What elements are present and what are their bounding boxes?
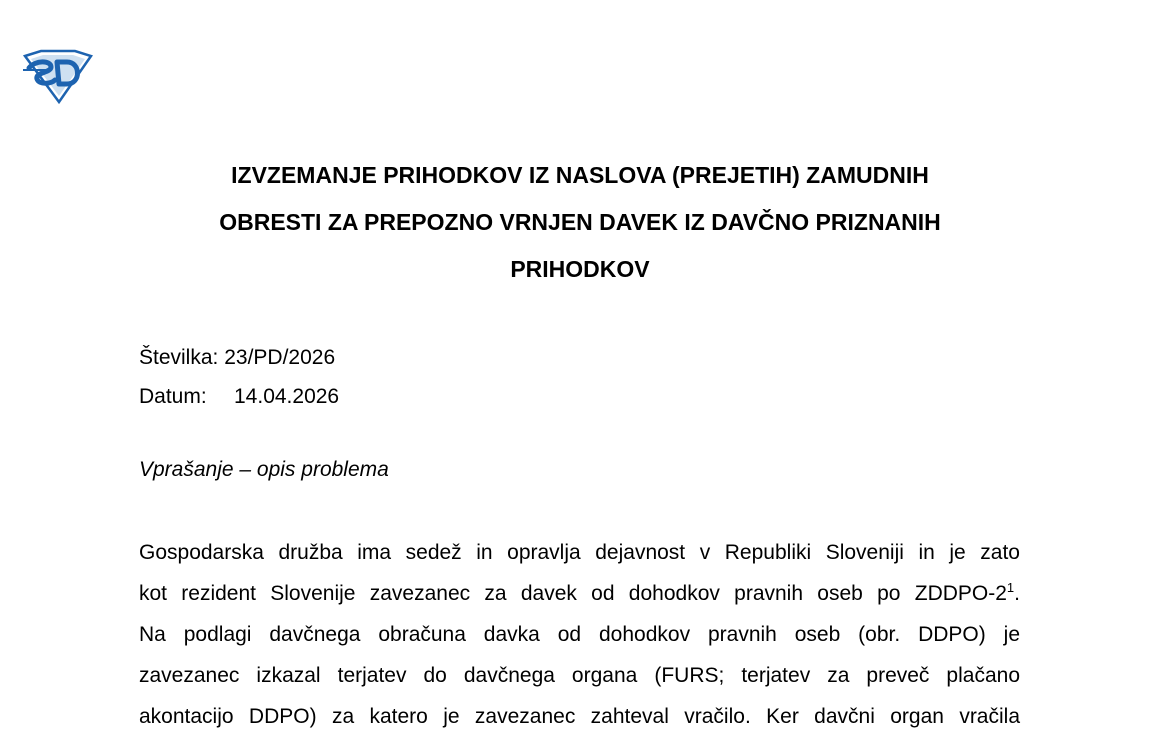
paragraph-line: akontacijo DDPO) za katero je zavezanec zahteval vračilo. Ker davčni organ vračila xyxy=(139,705,1020,728)
body-paragraph xyxy=(139,535,1020,740)
date-value: 14.04.2026 xyxy=(234,385,340,408)
document-title xyxy=(100,152,1060,293)
paragraph-line: Gospodarska družba ima sedež in opravlja dejavnost v Republiki Sloveniji in je zato xyxy=(139,541,1020,564)
paragraph-line: zavezanec izkazal terjatev do davčnega organa (FURS; terjatev za preveč plačano xyxy=(139,664,1020,687)
footnote-ref[interactable]: 1 xyxy=(1006,580,1015,595)
number-label: Številka: xyxy=(139,346,219,369)
title-line-2: OBRESTI ZA PREPOZNO VRNJEN DAVEK IZ DAVČNO PRIZNANIH xyxy=(219,209,941,235)
document-meta xyxy=(139,338,339,416)
date-label: Datum: xyxy=(139,385,207,408)
paragraph-line: Na podlagi davčnega obračuna davka od dohodkov pravnih oseb (obr. DDPO) je xyxy=(139,623,1020,646)
title-line-3: PRIHODKOV xyxy=(510,256,650,282)
company-logo-icon xyxy=(21,48,95,104)
date-row xyxy=(139,377,339,416)
title-line-1: IZVZEMANJE PRIHODKOV IZ NASLOVA (PREJETIH) ZAMUDNIH xyxy=(231,162,929,188)
paragraph-line: kot rezident Slovenije zavezanec za davek od dohodkov pravnih oseb po ZDDPO-$2^1$. xyxy=(139,580,1020,605)
number-value: 23/PD/2026 xyxy=(224,346,336,369)
section-heading: Vprašanje – opis problema xyxy=(139,458,389,481)
number-row xyxy=(139,338,339,377)
